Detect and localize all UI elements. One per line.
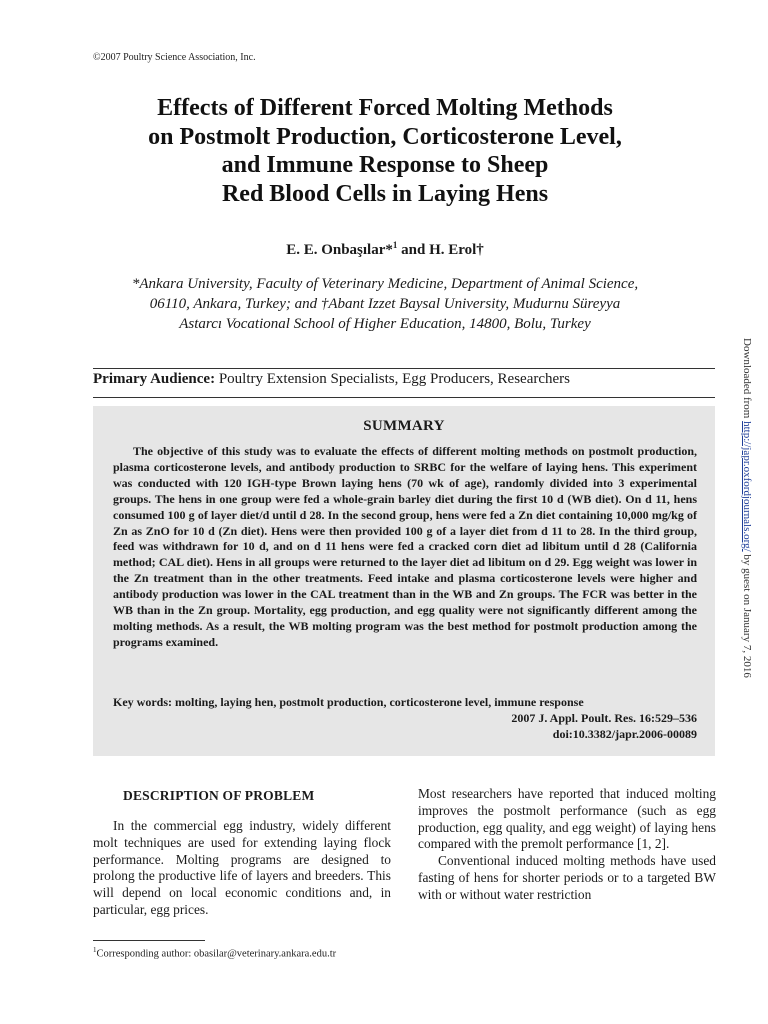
title-line-4: Red Blood Cells in Laying Hens <box>221 180 549 207</box>
journal-link[interactable]: http://japr.oxfordjournals.org/ <box>741 421 753 552</box>
journal-citation: 2007 J. Appl. Poult. Res. 16:529–536 <box>511 711 697 725</box>
author-first: E. E. Onbaşılar* <box>286 242 393 258</box>
side-note-prefix: Downloaded from <box>741 338 753 422</box>
author-rest: and H. Erol† <box>397 242 484 258</box>
footnote-text: Corresponding author: obasilar@veterinary.ankara.edu.tr <box>96 948 337 960</box>
keywords: Key words: molting, laying hen, postmolt production, corticosterone level, immune response <box>113 695 584 709</box>
right-column <box>418 786 716 904</box>
left-column <box>93 786 391 919</box>
author-list <box>80 240 690 259</box>
author-first-footnote-mark: 1 <box>392 240 398 250</box>
article-title <box>80 94 690 208</box>
affiliation-line-1: *Ankara University, Faculty of Veterinary Medicine, Department of Animal Science, <box>131 276 639 292</box>
section-heading-description-of-problem: DESCRIPTION OF PROBLEM <box>123 788 315 803</box>
primary-audience <box>93 371 570 388</box>
right-paragraph-1: Most researchers have reported that induced molting improves the postmolt performance (such as egg production, egg quality, and egg weight) of laying hens compared with the premolt performance [1, 2]. <box>418 786 716 852</box>
footnote-mark: 1 <box>93 946 97 954</box>
summary-box <box>93 406 715 756</box>
summary-text: The objective of this study was to evaluate the effects of different molting methods on postmolt production, plasma corticosterone levels, and antibody production to SRBC for the welfare of laying hens. This experiment was conducted with 120 IGH-type Brown laying hens (70 wk of age), randomly divided into 3 experimental groups. The hens in one group were fed a whole-grain barley diet during the first 10 d (WB diet). On d 11, hens consumed 100 g of layer diet/d until d 28. In the second group, hens were fed a Zn diet containing 10,000 mg/kg of Zn as ZnO for 10 d (Zn diet). Hens were then provided 100 g of a layer diet from d 11 to 28. In the third group, feed was withdrawn for 10 d, and on d 11 hens were fed a cracked corn diet ad libitum until d 28 (California method; CAL diet). Hens in all groups were returned to the layer diet ad libitum on d 29. Egg weight was lower in the Zn treatment than in the other treatments. Feed intake and plasma corticosterone levels were higher and antibody production was lower in the CAL treatment than in the WB and Zn groups. The FCR was better in the WB than in the Zn group. Mortality, egg production, and egg quality were not significantly different among the molting methods. As a result, the WB molting program was the best method for postmolt production among the programs examined. <box>113 444 697 649</box>
side-note-suffix: by guest on January 7, 2016 <box>741 551 753 678</box>
download-side-note <box>737 338 757 688</box>
citation-block <box>511 711 697 743</box>
audience-value: Poultry Extension Specialists, Egg Producers, Researchers <box>215 371 570 387</box>
affiliations <box>70 274 700 334</box>
audience-top-rule <box>93 368 715 369</box>
title-line-2: on Postmolt Production, Corticosterone Level, <box>148 123 622 150</box>
footnote-rule <box>93 940 205 941</box>
summary-heading: SUMMARY <box>363 418 445 434</box>
footnote <box>93 946 336 960</box>
affiliation-line-2: 06110, Ankara, Turkey; and †Abant Izzet Baysal University, Mudurnu Süreyya <box>149 296 621 312</box>
title-line-3: and Immune Response to Sheep <box>221 152 549 178</box>
title-line-1: Effects of Different Forced Molting Methods <box>157 95 613 121</box>
audience-bottom-rule <box>93 397 715 398</box>
affiliation-line-3: Astarcı Vocational School of Higher Education, 14800, Bolu, Turkey <box>179 316 591 332</box>
doi: doi:10.3382/japr.2006-00089 <box>552 726 697 741</box>
right-paragraph-2: Conventional induced molting methods have used fasting of hens for shorter periods or to a targeted BW with or without water restriction <box>418 853 716 902</box>
audience-label: Primary Audience: <box>93 371 216 387</box>
copyright-notice: ©2007 Poultry Science Association, Inc. <box>93 52 256 63</box>
left-paragraph: In the commercial egg industry, widely different molt techniques are used for extending laying flock performance. Molting programs are designed to prolong the productive life of layers and breeders. This will depend on local economic conditions and, in particular, egg prices. <box>93 818 391 917</box>
